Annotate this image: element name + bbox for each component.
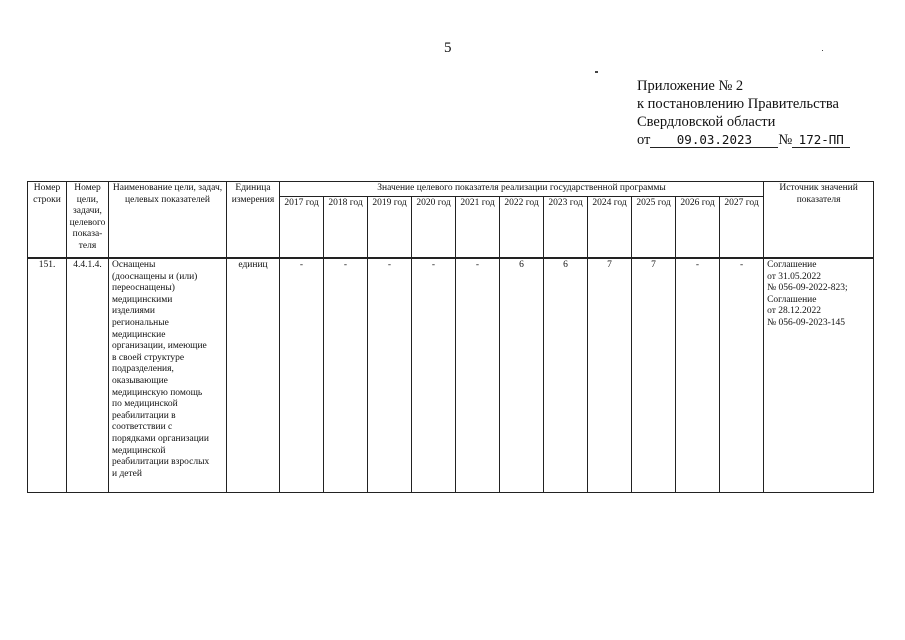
decree-date: 09.03.2023 [650,133,778,148]
source-line: Соглашение [767,294,817,305]
header-goal-number: Номер цели, задачи, целевого показа-теля [67,182,109,259]
page-number: 5 [444,40,452,56]
appendix-date-line [637,131,850,149]
indicator-name-line: организации, имеющие [112,341,207,352]
indicator-name-line: переоснащены) [112,283,175,294]
goal-number-cell: 4.4.1.4. [67,258,109,492]
indicator-name-line: Оснащены [112,260,156,271]
header-year: 2025 год [632,196,676,258]
header-year: 2019 год [368,196,412,258]
value-cell: - [412,258,456,492]
table-row [28,258,874,492]
source-line: № 056-09-2023-145 [767,318,846,329]
value-cell: 7 [632,258,676,492]
indicator-name-line: региональные [112,318,169,329]
header-source: Источник значений показателя [764,182,874,259]
indicator-name-line: изделиями [112,306,156,317]
value-cell: 6 [544,258,588,492]
value-cell: - [368,258,412,492]
appendix-block [637,77,850,149]
source-line: № 056-09-2022-823; [767,283,848,294]
indicator-name-line: медицинскую помощь [112,387,203,398]
indicator-name-line: по медицинской [112,399,178,410]
indicator-name-line: (дооснащены и (или) [112,271,198,282]
value-cell: - [676,258,720,492]
header-year: 2020 год [412,196,456,258]
header-year: 2023 год [544,196,588,258]
appendix-authority: Свердловской области [637,114,776,130]
row-number-cell: 151. [28,258,67,492]
date-prefix: от [637,132,651,148]
number-prefix: № [778,132,793,148]
source-line: от 31.05.2022 [767,271,821,282]
header-year: 2021 год [456,196,500,258]
value-cell: - [280,258,324,492]
value-cell: 7 [588,258,632,492]
header-row-number: Номер строки [28,182,67,259]
header-year: 2022 год [500,196,544,258]
indicator-name-line: реабилитации взрослых [112,457,210,468]
indicator-name-line: в своей структуре [112,352,185,363]
scan-speck [595,71,598,73]
indicator-name-line: реабилитации в [112,410,176,421]
appendix-title: Приложение № 2 [637,78,744,94]
header-year: 2018 год [324,196,368,258]
indicator-name-line: оказывающие [112,376,168,387]
indicator-name-line: порядками организации [112,434,209,444]
header-name: Наименование цели, задач, целевых показателей [109,182,227,259]
indicators-table [27,181,874,493]
scan-speck [822,50,823,51]
header-year: 2024 год [588,196,632,258]
value-cell: 6 [500,258,544,492]
header-values-group: Значение целевого показателя реализации государственной программы [280,182,764,197]
source-cell [764,258,874,492]
indicator-name-line: медицинскими [112,294,173,305]
header-year: 2026 год [676,196,720,258]
value-cell: - [720,258,764,492]
header-year: 2017 год [280,196,324,258]
indicator-name-line: медицинские [112,329,166,340]
source-line: Соглашение [767,260,817,271]
source-line: от 28.12.2022 [767,306,821,317]
header-row [28,182,874,197]
value-cell: - [324,258,368,492]
indicator-name-line: медицинской [112,445,166,456]
indicator-name-cell [109,258,227,492]
header-unit: Единица измерения [227,182,280,259]
unit-cell: единиц [227,258,280,492]
decree-number: 172-ПП [792,133,850,148]
indicator-name-line: подразделения, [112,364,174,375]
value-cell: - [456,258,500,492]
header-year: 2027 год [720,196,764,258]
indicator-name-line: и детей [112,468,142,479]
indicator-name-line: соответствии с [112,422,173,433]
appendix-decree-ref: к постановлению Правительства [637,96,839,112]
